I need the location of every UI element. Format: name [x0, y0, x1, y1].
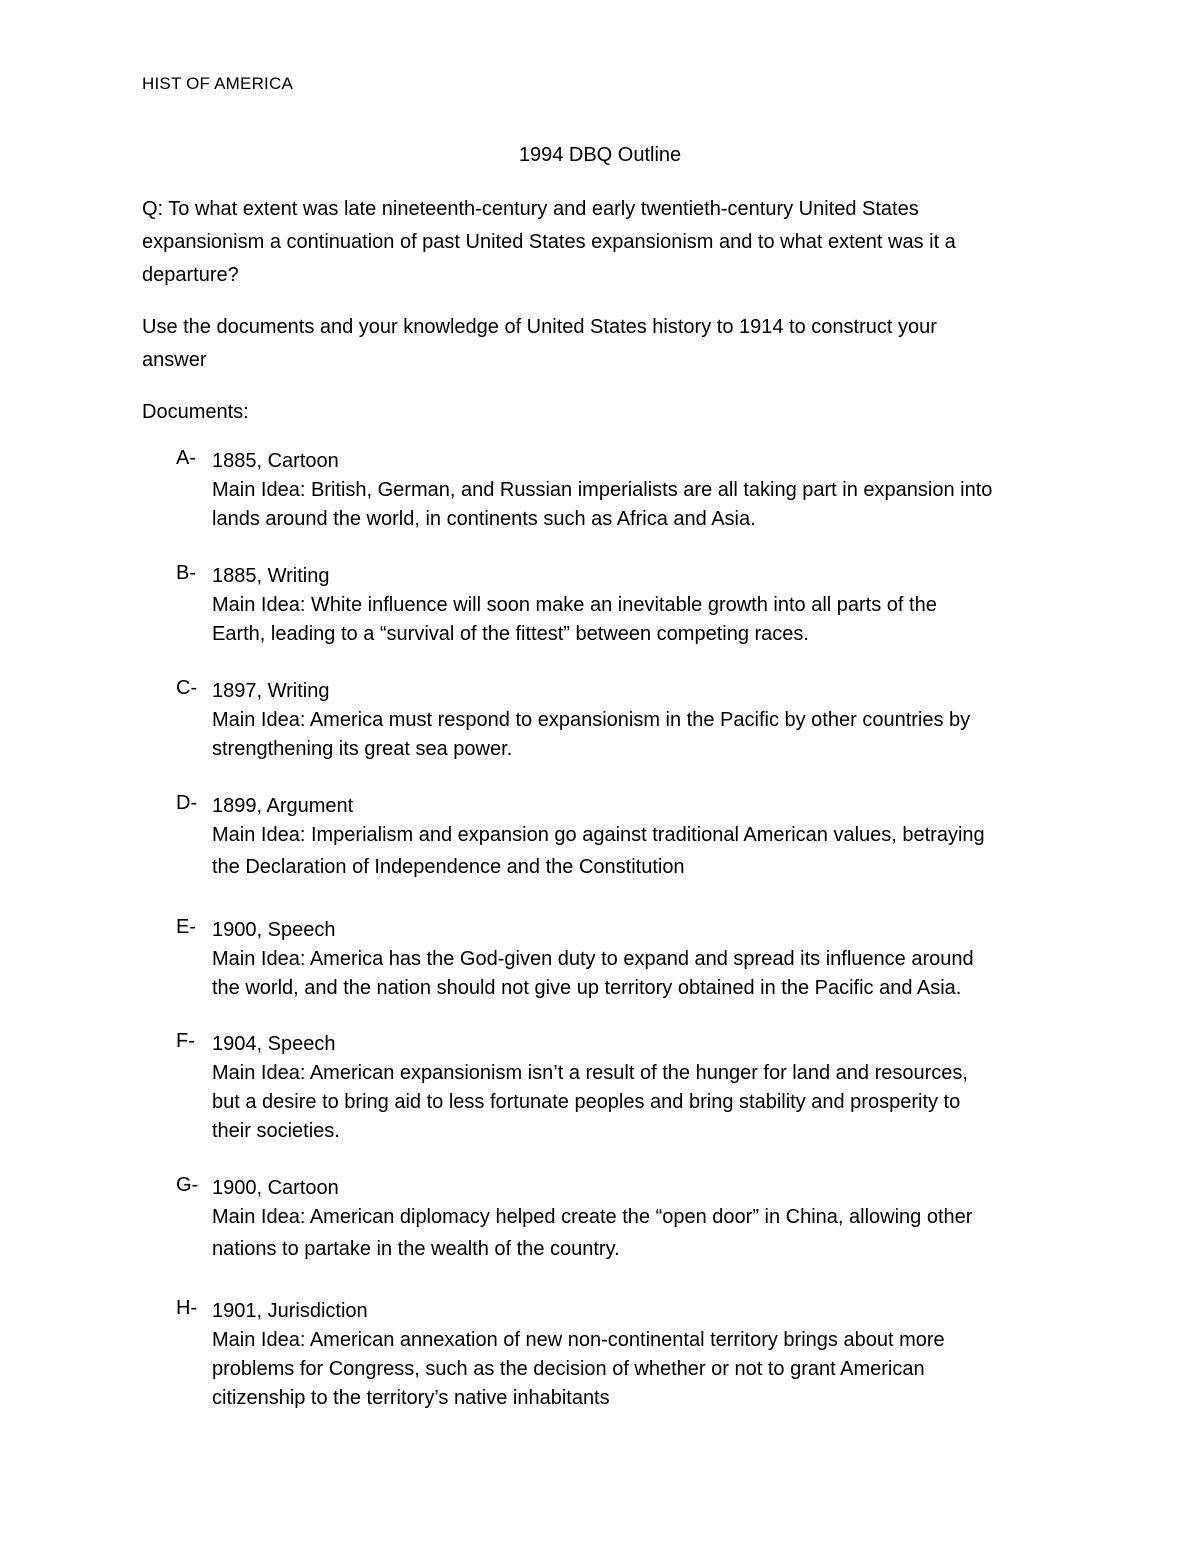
document-body [212, 1297, 1062, 1413]
document-main-idea-cont: their societies. [212, 1120, 340, 1142]
question-line: expansionism a continuation of past United States expansionism and to what extent was it a [142, 231, 956, 253]
document-main-idea-cont: nations to partake in the wealth of the country. [212, 1238, 620, 1260]
page-header: HIST OF AMERICA [142, 74, 293, 93]
document-source: 1885, Cartoon [212, 450, 339, 472]
document-main-idea-cont: citizenship to the territory’s native inhabitants [212, 1387, 610, 1409]
document-source: 1899, Argument [212, 795, 354, 817]
question-line: Q: To what extent was late nineteenth-century and early twentieth-century United States [142, 198, 919, 220]
question-paragraph [142, 193, 1042, 292]
document-main-idea: Main Idea: British, German, and Russian imperialists are all taking part in expansion into [212, 479, 993, 501]
document-letter: A- [176, 447, 196, 469]
document-letter: H- [176, 1297, 198, 1319]
document-main-idea: Main Idea: America must respond to expansionism in the Pacific by other countries by [212, 709, 971, 731]
document-letter: G- [176, 1174, 199, 1196]
question-line: departure? [142, 264, 239, 286]
document-source: 1901, Jurisdiction [212, 1300, 368, 1322]
document-body [212, 562, 1062, 649]
document-body [212, 916, 1062, 1003]
document-main-idea-cont: problems for Congress, such as the decision of whether or not to grant American [212, 1358, 925, 1380]
document-letter: F- [176, 1030, 195, 1052]
page-title: 1994 DBQ Outline [518, 144, 682, 166]
document-source: 1904, Speech [212, 1033, 336, 1055]
instructions-paragraph [142, 311, 1042, 377]
document-main-idea-cont: the Declaration of Independence and the Constitution [212, 856, 685, 878]
document-letter: B- [176, 562, 196, 584]
document-main-idea-cont: strengthening its great sea power. [212, 738, 513, 760]
document-main-idea: Main Idea: Imperialism and expansion go against traditional American values, betraying [212, 824, 985, 846]
document-body [212, 792, 1062, 882]
document-main-idea: Main Idea: White influence will soon make an inevitable growth into all parts of the [212, 594, 937, 616]
document-main-idea: Main Idea: American diplomacy helped create the “open door” in China, allowing other [212, 1206, 973, 1228]
document-source: 1897, Writing [212, 680, 330, 702]
document-main-idea: Main Idea: America has the God-given duty to expand and spread its influence around [212, 948, 974, 970]
document-main-idea-cont: but a desire to bring aid to less fortunate peoples and bring stability and prosperity to [212, 1091, 961, 1113]
document-body [212, 1174, 1062, 1264]
instructions-line: answer [142, 349, 207, 371]
document-body [212, 677, 1062, 764]
document-body [212, 447, 1062, 534]
document-main-idea-cont: lands around the world, in continents such as Africa and Asia. [212, 508, 756, 530]
document-letter: D- [176, 792, 198, 814]
document-main-idea: Main Idea: American expansionism isn’t a result of the hunger for land and resources, [212, 1062, 968, 1084]
document-main-idea: Main Idea: American annexation of new non-continental territory brings about more [212, 1329, 945, 1351]
instructions-line: Use the documents and your knowledge of United States history to 1914 to construct your [142, 316, 937, 338]
document-source: 1900, Speech [212, 919, 336, 941]
document-letter: C- [176, 677, 198, 699]
documents-label: Documents: [142, 401, 249, 423]
document-letter: E- [176, 916, 196, 938]
document-main-idea-cont: Earth, leading to a “survival of the fittest” between competing races. [212, 623, 809, 645]
document-source: 1900, Cartoon [212, 1177, 339, 1199]
document-body [212, 1030, 1062, 1146]
document-source: 1885, Writing [212, 565, 330, 587]
document-main-idea-cont: the world, and the nation should not give up territory obtained in the Pacific and Asia. [212, 977, 962, 999]
